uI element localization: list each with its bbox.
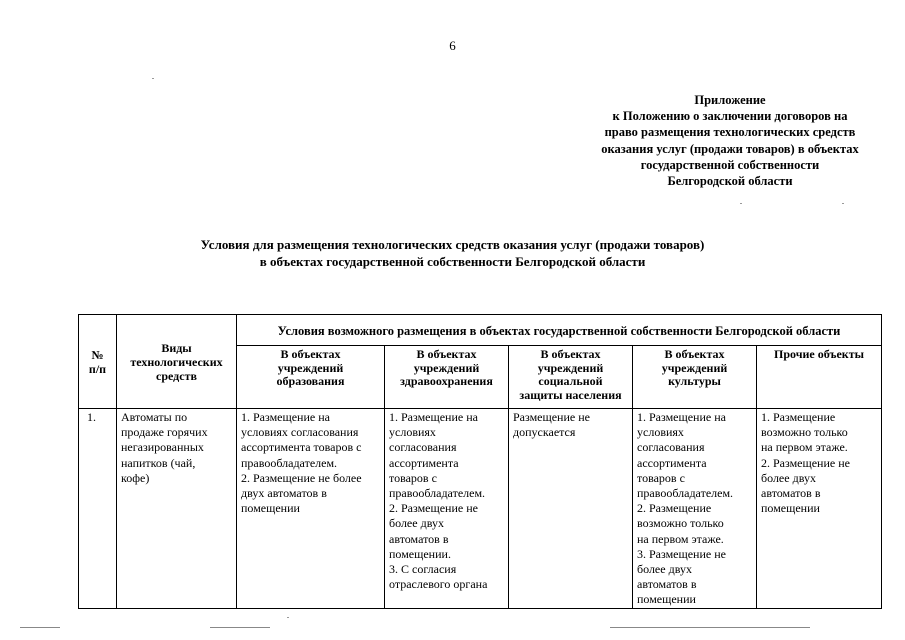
cell-line: автоматов в — [761, 486, 821, 501]
cell-line: 1. Размещение — [761, 410, 836, 424]
table-row — [79, 409, 882, 609]
cell-line: отраслевого органа — [389, 577, 488, 592]
scan-speck — [842, 203, 844, 204]
cell-line: помещении. — [389, 546, 451, 561]
subheader-line: В объектах — [664, 347, 725, 361]
cell-line: автоматов в — [637, 577, 697, 592]
cell-line: более двух — [761, 470, 816, 485]
header-placement-conditions: Условия возможного размещения в объектах государственной собственности Белгородской области — [237, 315, 882, 346]
cell-line: 2. Размещение — [637, 501, 712, 516]
row-number: 1. — [79, 409, 117, 609]
cell-other-objects — [757, 409, 882, 609]
row-type — [117, 409, 237, 609]
appendix-line: Приложение — [694, 93, 766, 107]
cell-line: согласования — [637, 440, 705, 455]
subheader-line: здравоохранения — [400, 374, 493, 388]
cell-line: помещении — [761, 501, 820, 516]
cell-line: более двух — [389, 516, 444, 531]
cell-line: продаже горячих — [121, 425, 208, 440]
cell-line: правообладателем. — [389, 486, 486, 501]
scan-speck — [740, 203, 742, 204]
header-social-protection — [509, 346, 633, 409]
cell-line: двух автоматов в — [241, 486, 327, 501]
header-culture — [633, 346, 757, 409]
appendix-line: Белгородской области — [667, 174, 793, 189]
appendix-heading — [560, 92, 900, 189]
header-healthcare — [385, 346, 509, 409]
cell-line: 2. Размещение не более — [241, 470, 362, 485]
cell-line: помещении — [241, 501, 300, 516]
subheader-line: образования — [276, 374, 345, 388]
page-number: 6 — [449, 38, 456, 53]
subheader-line: Прочие объекты — [774, 347, 864, 361]
subheader-line: социальной — [538, 374, 603, 388]
cell-line: товаров с — [637, 470, 685, 485]
conditions-table — [78, 314, 882, 609]
scan-artifact — [210, 627, 270, 628]
cell-line: более двух — [637, 562, 692, 577]
header-number — [79, 315, 117, 409]
table-header-row — [79, 315, 882, 346]
cell-education — [237, 409, 385, 609]
cell-line: негазированных — [121, 440, 204, 455]
cell-line: на первом этаже. — [761, 440, 848, 455]
appendix-line: оказания услуг (продажи товаров) в объектах — [601, 141, 859, 156]
cell-social-protection — [509, 409, 633, 609]
cell-line: напитков (чай, — [121, 455, 196, 470]
cell-line: 2. Размещение не — [389, 501, 478, 516]
header-number-line: п/п — [88, 361, 107, 376]
appendix-line: право размещения технологических средств — [604, 125, 856, 140]
appendix-line: к Положению о заключении договоров на — [612, 109, 848, 124]
subheader-line: учреждений — [661, 360, 728, 375]
scan-artifact — [20, 627, 60, 628]
subheader-line: В объектах — [416, 347, 477, 361]
cell-line: 2. Размещение не — [761, 455, 850, 470]
cell-line: помещении — [637, 592, 696, 607]
cell-line: ассортимента — [637, 455, 707, 470]
cell-line: автоматов в — [389, 531, 449, 546]
header-education — [237, 346, 385, 409]
subheader-line: культуры — [668, 374, 721, 388]
header-other-objects — [757, 346, 882, 409]
cell-line: правообладателем. — [241, 455, 338, 470]
subheader-line: учреждений — [277, 360, 344, 375]
cell-line: 3. Размещение не — [637, 546, 726, 561]
scan-speck — [287, 617, 289, 618]
cell-line: товаров с — [389, 470, 437, 485]
cell-line: 1. Размещение на — [637, 410, 726, 424]
cell-line: правообладателем. — [637, 486, 734, 501]
cell-line: ассортимента — [389, 455, 459, 470]
scan-artifact — [610, 627, 810, 628]
title-line: Условия для размещения технологических средств оказания услуг (продажи товаров) — [200, 237, 705, 252]
subheader-line: В объектах — [280, 347, 341, 361]
cell-line: согласования — [389, 440, 457, 455]
document-title — [0, 237, 905, 270]
cell-line: условиях — [637, 425, 684, 440]
header-types — [117, 315, 237, 409]
cell-line: условиях — [389, 425, 436, 440]
subheader-line: защиты населения — [519, 387, 622, 402]
cell-line: на первом этаже. — [637, 531, 724, 546]
cell-line: Автоматы по — [121, 410, 188, 424]
cell-line: возможно только — [637, 516, 724, 531]
cell-line: 1. Размещение на — [241, 410, 330, 424]
header-number-line: № — [91, 347, 104, 362]
subheader-line: учреждений — [413, 360, 480, 375]
cell-line: ассортимента товаров с — [241, 440, 362, 455]
cell-line: допускается — [513, 425, 576, 440]
cell-culture — [633, 409, 757, 609]
scan-speck — [152, 78, 154, 79]
cell-line: кофе) — [121, 470, 150, 485]
cell-line: Размещение не — [513, 410, 590, 424]
subheader-line: В объектах — [540, 347, 601, 361]
header-types-line: средств — [156, 368, 197, 383]
header-types-line: технологических — [130, 354, 223, 369]
subheader-line: учреждений — [537, 360, 604, 375]
header-types-line: Виды — [161, 340, 192, 355]
cell-line: 1. Размещение на — [389, 410, 478, 424]
appendix-line: государственной собственности — [640, 157, 820, 172]
cell-line: возможно только — [761, 425, 848, 440]
cell-healthcare — [385, 409, 509, 609]
title-line: в объектах государственной собственности Белгородской области — [259, 253, 646, 269]
cell-line: 3. С согласия — [389, 562, 457, 577]
cell-line: условиях согласования — [241, 425, 359, 440]
